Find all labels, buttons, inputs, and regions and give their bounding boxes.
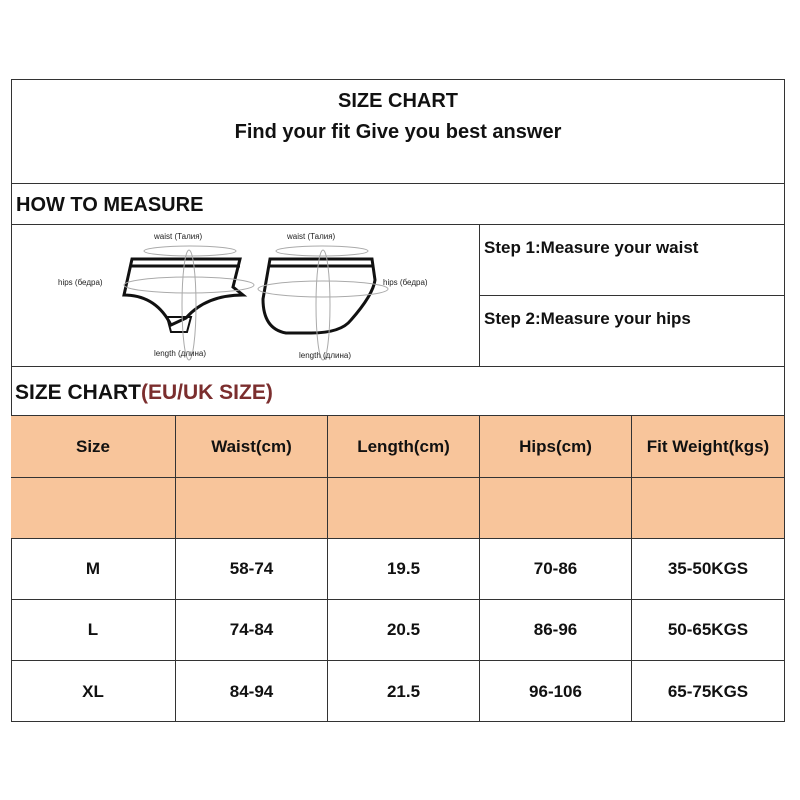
table-cell: 35-50KGS: [632, 539, 784, 600]
column-header: Waist(cm): [176, 416, 328, 478]
divider: [11, 366, 785, 367]
step-1: Step 1:Measure your waist: [484, 238, 699, 257]
table-cell: 70-86: [480, 539, 632, 600]
measure-diagram: [11, 225, 480, 366]
size-chart-heading: [15, 381, 273, 405]
how-to-measure-heading: HOW TO MEASURE: [16, 194, 204, 216]
column-header: Fit Weight(kgs): [632, 416, 784, 478]
underwear-diagram-icon: [11, 225, 480, 366]
length-label: length (длина): [299, 351, 352, 360]
length-label: length (длина): [154, 349, 207, 358]
column-header: Length(cm): [328, 416, 480, 478]
size-grid: [11, 415, 785, 722]
page-subtitle: Find your fit Give you best answer: [234, 121, 562, 143]
table-cell: 84-94: [176, 661, 328, 722]
table-cell: 19.5: [328, 539, 480, 600]
column-header: Hips(cm): [480, 416, 632, 478]
table-cell: M: [11, 539, 176, 600]
page-title: SIZE CHART: [338, 90, 458, 112]
blank-cell: [632, 478, 784, 539]
title-section: [11, 79, 785, 184]
hips-label: hips (бедра): [383, 278, 428, 287]
blank-cell: [176, 478, 328, 539]
table-cell: 74-84: [176, 600, 328, 661]
table-cell: 20.5: [328, 600, 480, 661]
hips-label: hips (бедра): [58, 278, 103, 287]
table-cell: L: [11, 600, 176, 661]
blank-cell: [11, 478, 176, 539]
column-header: Size: [11, 416, 176, 478]
table-cell: 58-74: [176, 539, 328, 600]
table-cell: 21.5: [328, 661, 480, 722]
step-2: Step 2:Measure your hips: [484, 309, 691, 328]
table-cell: 50-65KGS: [632, 600, 784, 661]
blank-cell: [328, 478, 480, 539]
table-cell: 65-75KGS: [667, 681, 749, 701]
waist-label: waist (Талия): [154, 232, 203, 241]
table-cell: 96-106: [480, 661, 632, 722]
divider: [480, 295, 785, 296]
heading-suffix: (EU/UK SIZE): [141, 381, 273, 404]
blank-cell: [480, 478, 632, 539]
table-cell: 86-96: [480, 600, 632, 661]
heading-main: SIZE CHART: [15, 381, 141, 404]
waist-label: waist (Талия): [287, 232, 336, 241]
table-cell: XL: [11, 661, 176, 722]
